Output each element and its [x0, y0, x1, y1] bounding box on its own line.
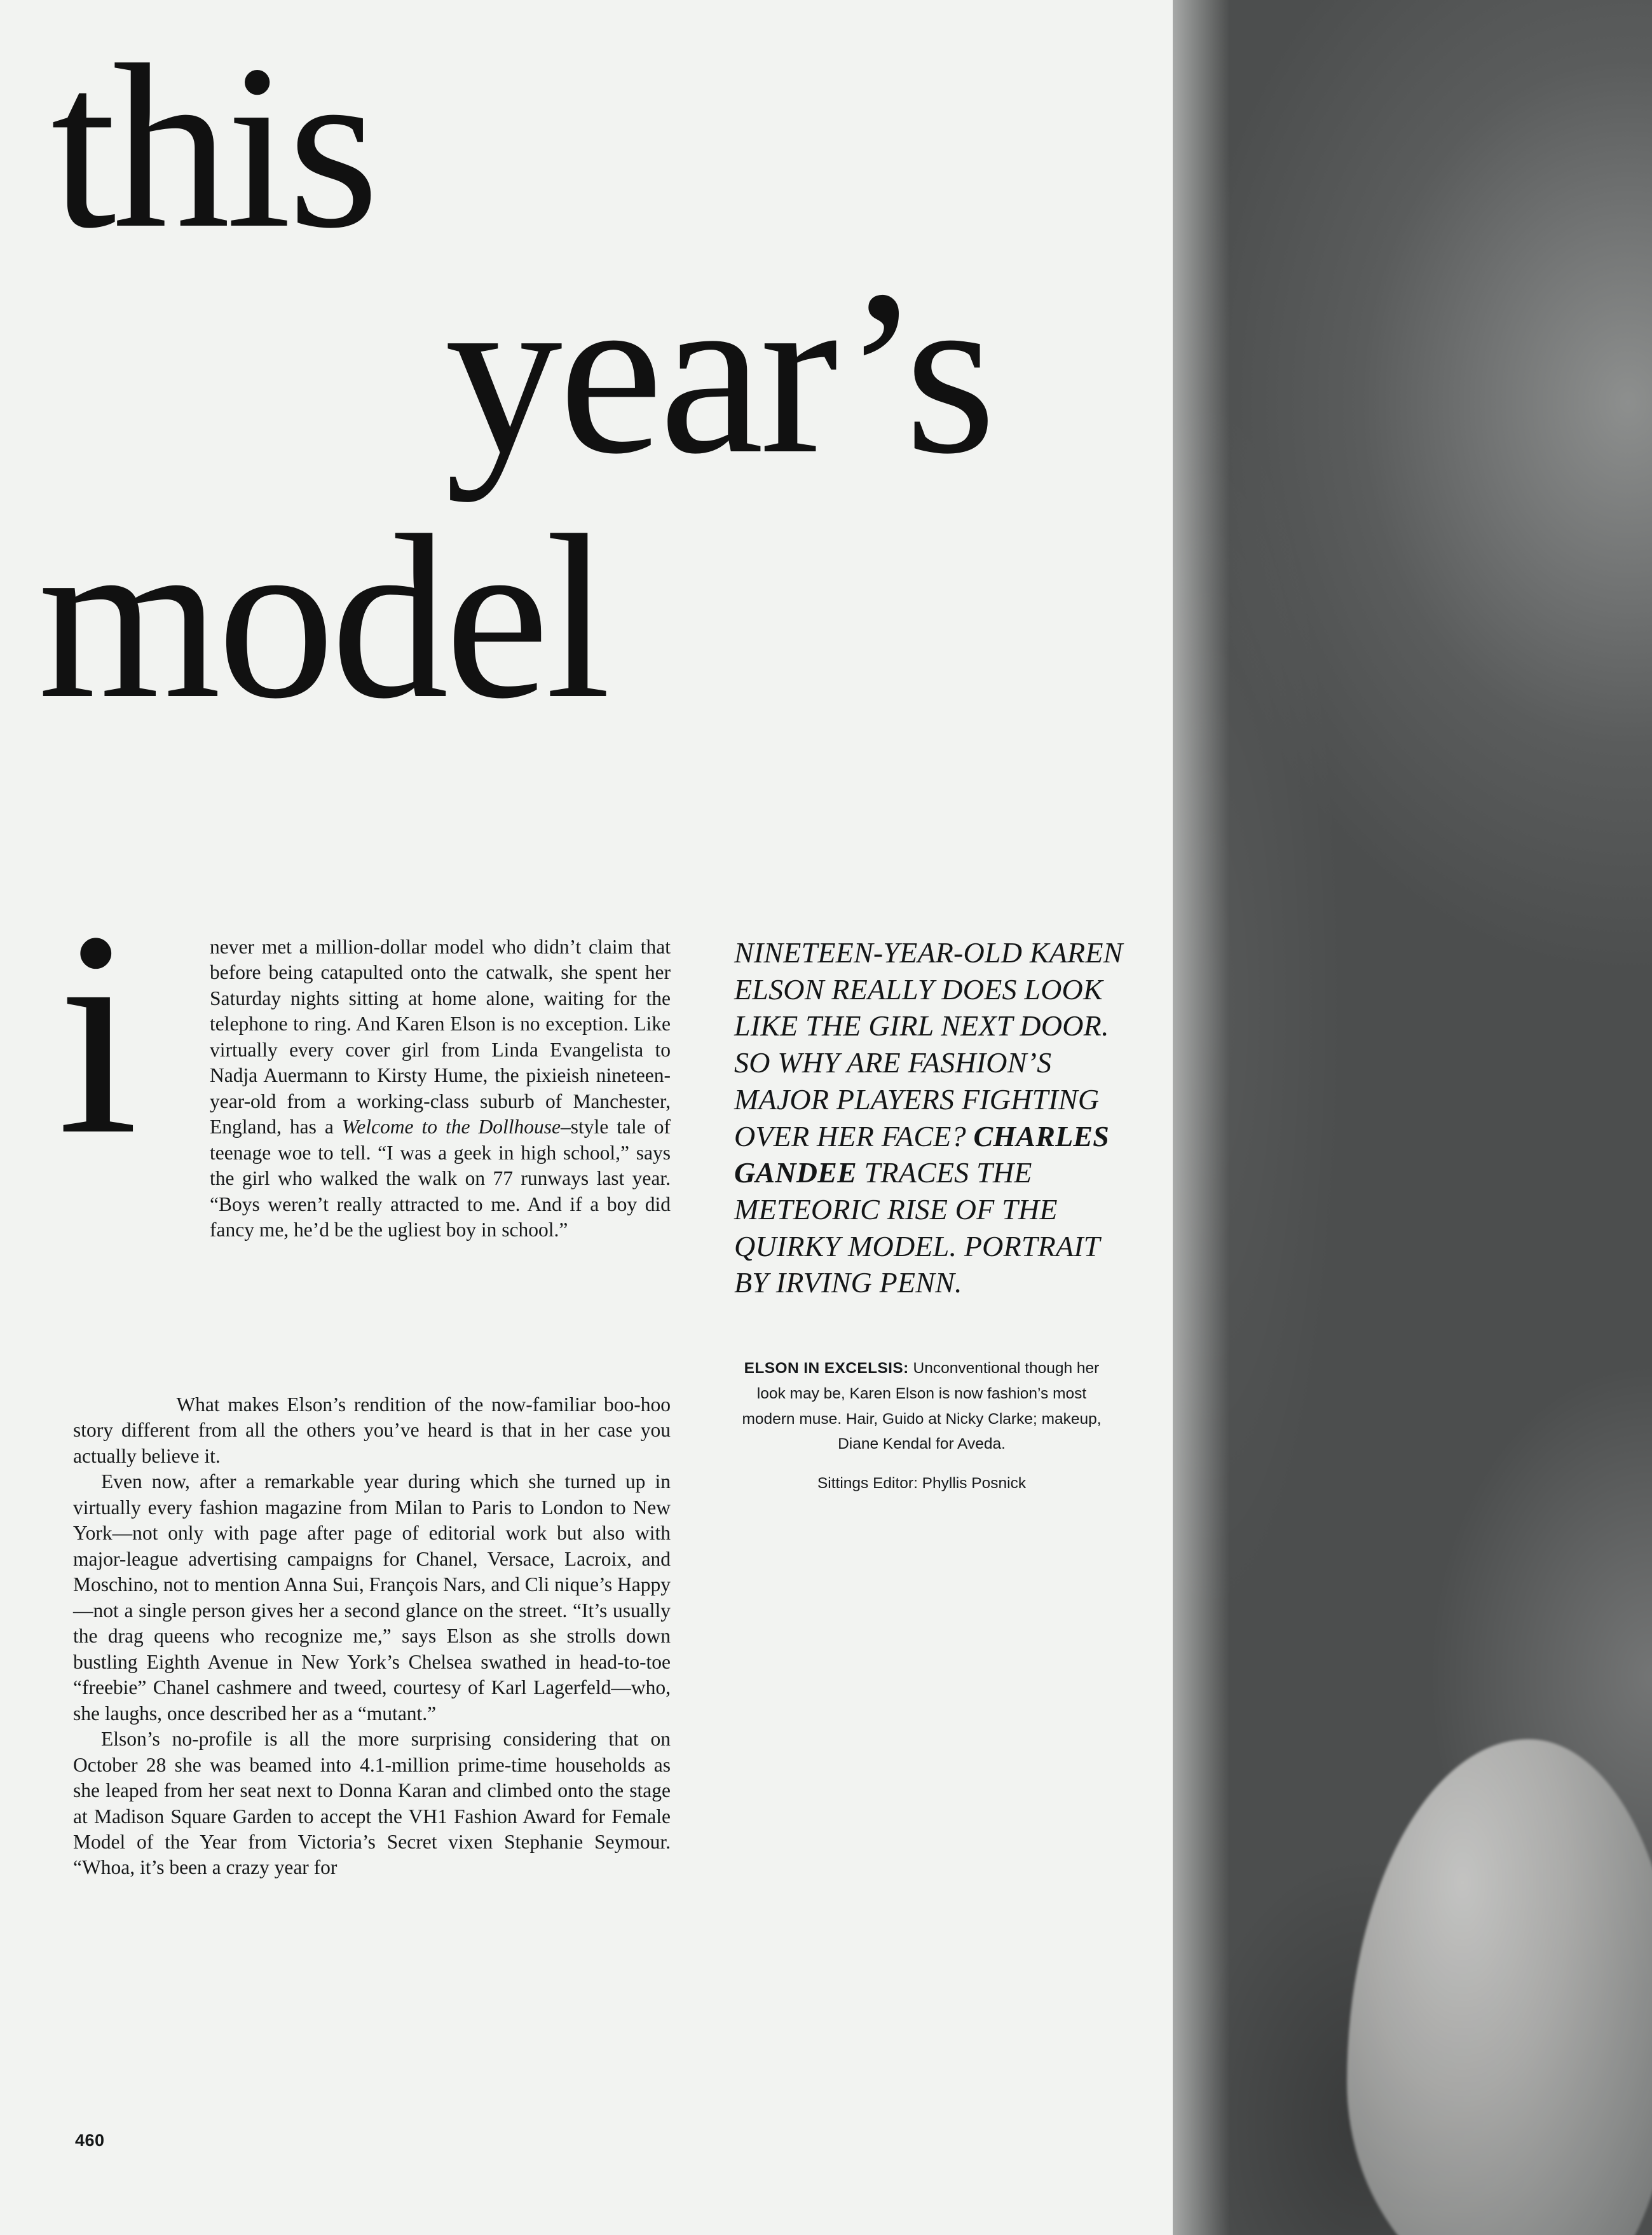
headline-line-3: model	[38, 487, 607, 748]
deck-column	[734, 934, 1135, 1496]
deck-part-2: TRACES THE METEORIC RISE OF THE QUIRKY MODEL. PORTRAIT BY IRVING PENN.	[734, 1156, 1100, 1299]
caption-body: Unconventional though her look may be, Karen Elson is now fashion’s most modern muse. Hair, Guido at Nicky Clarke; makeup, Diane Kendal for Aveda.	[742, 1360, 1102, 1453]
article-paragraph-4: Elson’s no-profile is all the more surprising considering that on October 28 she was beamed into 4.1-million prime-time households as she leaped from her seat next to Donna Karan and climbed onto the stage at Madison Square Garden to accept the VH1 Fashion Award for Female Model of the Year from Victoria’s Secret vixen Stephanie Seymour. “Whoa, it’s been a crazy year for	[73, 1728, 671, 1879]
headline-line-1: this	[51, 17, 376, 277]
dropcap-shape-spacer	[57, 871, 210, 1408]
article-paragraph-3: Even now, after a remarkable year during which she turned up in virtually every fashion magazine from Milan to Paris to London to New York—not only with page after page of editorial work but also with major-league advertising campaigns for Chanel, Versace, Lacroix, and Moschino, not to mention Anna Sui, François Nars, and Cli nique’s Happy—not a single person gives her a second glance on the street. “It’s usually the drag queens who recognize me,” says Elson as she strolls down bustling Eighth Avenue in New York’s Chelsea swathed in head-to-toe “freebie” Chanel cashmere and tweed, courtesy of Karl Lagerfeld—who, she laughs, once described her as a “mutant.”	[73, 1470, 671, 1725]
drop-cap-letter: i	[57, 871, 139, 1195]
paragraph-1-italic-title: Welcome to the Dollhouse	[341, 1116, 561, 1138]
caption-lead: ELSON IN EXCELSIS:	[744, 1360, 909, 1377]
photo-left-edge-gradient	[1173, 0, 1230, 2235]
paragraph-1-rest: –style tale of teenage woe to tell. “I was a geek in high school,” says the girl who walked the walk on 77 runways last year. “Boys weren’t really attracted to me. And if a boy did fancy me, he’d be the ugliest boy in school.”	[210, 1116, 671, 1241]
article-deck	[734, 934, 1135, 1301]
caption-sittings-editor: Sittings Editor: Phyllis Posnick	[817, 1474, 1027, 1492]
author-byline: CHARLES GANDEE	[734, 1119, 1110, 1189]
page-number: 460	[75, 2131, 105, 2150]
deck-part-1: NINETEEN-YEAR-OLD KAREN ELSON REALLY DOES LOOK LIKE THE GIRL NEXT DOOR. SO WHY ARE FASHION’S MAJOR PLAYERS FIGHTING OVER HER FACE?	[734, 936, 1123, 1152]
article-body-column	[57, 871, 671, 1881]
photo-caption	[734, 1356, 1109, 1496]
headline-line-2: year’s	[445, 242, 993, 503]
paragraph-1-lead: never met a million-dollar model who didn’t claim that before being catapulted onto the catwalk, she spent her Saturday nights sitting at home alone, waiting for the telephone to ring. And Karen Elson is no exception. Like virtually every cover girl from Linda Evangelista to Nadja Auermann to Kirsty Hume, the pixieish nineteen-year-old from a working-class suburb of Manchester, England, has a	[210, 936, 671, 1138]
article-paragraph-2: What makes Elson’s rendition of the now-familiar boo-hoo story different from all the others you’ve heard is that in her case you actually believe it.	[73, 1393, 671, 1467]
portrait-photo-panel	[1173, 0, 1652, 2235]
dropcap-paragraph-block	[57, 871, 671, 1392]
